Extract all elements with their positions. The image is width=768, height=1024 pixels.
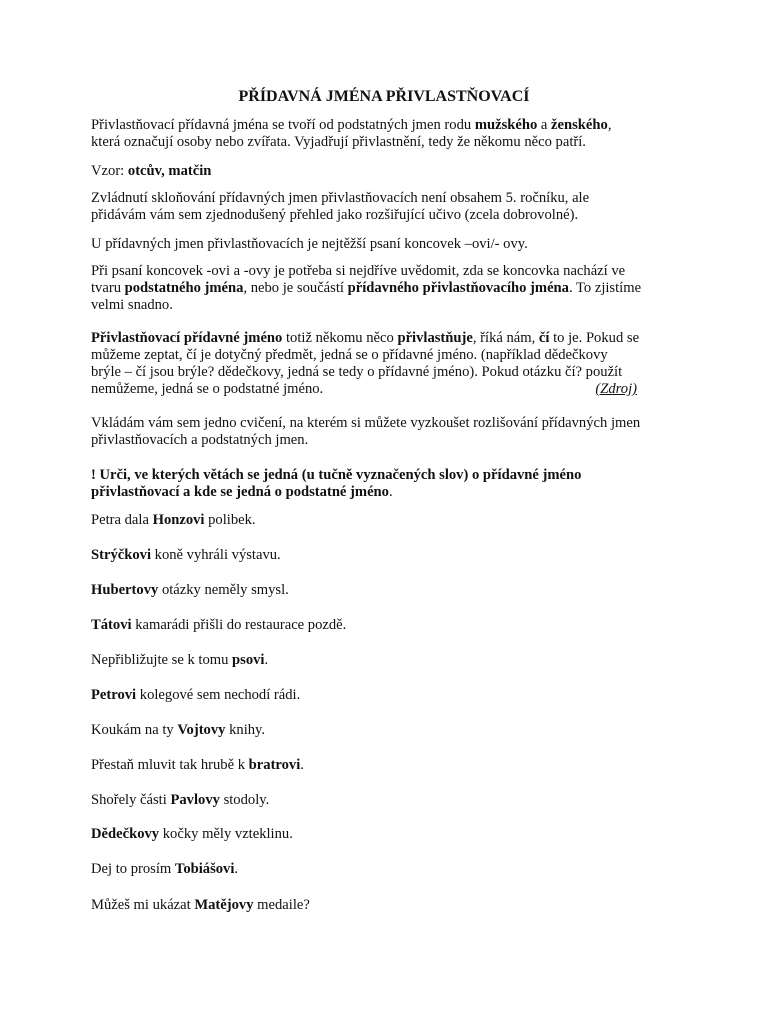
sentence-bold-word: Hubertovy bbox=[91, 582, 159, 598]
intro-text-line2: která označují osoby nebo zvířata. Vyjadřují přivlastnění, tedy že někomu něco patří. bbox=[91, 134, 586, 150]
sentence-item bbox=[91, 512, 691, 529]
scope-line-1: Zvládnutí skloňování přídavných jmen přivlastňovacích není obsahem 5. ročníku, ale bbox=[91, 190, 590, 206]
sentence-text: kolegové sem nechodí rádi. bbox=[136, 687, 301, 703]
sentence-bold-word: Tobiášovi bbox=[174, 861, 235, 877]
vzor-label: Vzor: bbox=[91, 163, 128, 179]
page-title: PŘÍDAVNÁ JMÉNA PŘIVLASTŇOVACÍ bbox=[238, 88, 530, 105]
explanation-paragraph bbox=[91, 330, 691, 398]
sentence-item bbox=[91, 861, 691, 878]
rule-text: , nebo je součástí bbox=[243, 280, 348, 296]
sentence-item bbox=[91, 792, 691, 809]
sentence-text: otázky neměly smysl. bbox=[158, 582, 289, 598]
sentence-text: Můžeš mi ukázat bbox=[91, 897, 195, 913]
intro-bold-feminine: ženského bbox=[551, 117, 608, 133]
sentence-bold-word: Tátovi bbox=[91, 617, 132, 633]
sentence-item bbox=[91, 617, 691, 634]
sentence-bold-word: Vojtovy bbox=[177, 722, 226, 738]
sentence-bold-word: Dědečkovy bbox=[91, 826, 160, 842]
task-paragraph bbox=[91, 467, 691, 501]
sentence-text: koně vyhráli výstavu. bbox=[151, 547, 281, 563]
task-line-1: ! Urči, ve kterých větách se jedná (u tučně vyznačených slov) o přídavné jméno bbox=[91, 467, 582, 483]
sentence-item bbox=[91, 757, 691, 774]
task-period: . bbox=[388, 484, 393, 500]
rule-line-3: velmi snadno. bbox=[91, 297, 173, 313]
sentence-item bbox=[91, 687, 691, 704]
rule-bold-noun: podstatného jména bbox=[124, 280, 244, 296]
explanation-bold-term: Přivlastňovací přídavné jméno bbox=[91, 330, 283, 346]
exercise-intro-paragraph bbox=[91, 415, 691, 449]
rule-line-1: Při psaní koncovek -ovi a -ovy je potřeba si nejdříve uvědomit, zda se koncovka nachází ve bbox=[91, 263, 626, 279]
explanation-text: totiž někomu něco bbox=[282, 330, 398, 346]
sentence-item bbox=[91, 547, 691, 564]
sentence-text: . bbox=[264, 652, 269, 668]
intro-text: Přivlastňovací přídavná jména se tvoří od podstatných jmen rodu bbox=[91, 117, 475, 133]
explanation-text: , říká nám, bbox=[472, 330, 539, 346]
sentence-text: Dej to prosím bbox=[91, 861, 175, 877]
scope-paragraph bbox=[91, 190, 691, 224]
sentence-text: Petra dala bbox=[91, 512, 153, 528]
sentence-text: . bbox=[234, 861, 239, 877]
rule-text: . To zjistíme bbox=[568, 280, 642, 296]
sentence-text: Shořely části bbox=[91, 792, 171, 808]
scope-line-2: přidávám vám sem zjednodušený přehled jako rozšiřující učivo (zcela dobrovolné). bbox=[91, 207, 579, 223]
explanation-line-4: nemůžeme, jedná se o podstatné jméno. bbox=[91, 381, 324, 397]
sentence-item bbox=[91, 826, 691, 843]
explanation-bold-ci: čí bbox=[538, 330, 550, 346]
rule-text: tvaru bbox=[91, 280, 125, 296]
task-line-2: přivlastňovací a kde se jedná o podstatné jméno bbox=[91, 484, 389, 500]
sentence-item bbox=[91, 897, 691, 914]
sentence-item bbox=[91, 582, 691, 599]
sentence-bold-word: Pavlovy bbox=[170, 792, 220, 808]
vzor-paragraph bbox=[91, 163, 691, 180]
sentence-text: medaile? bbox=[253, 897, 310, 913]
rule-bold-adjective: přídavného přivlastňovacího jména bbox=[347, 280, 569, 296]
endings-paragraph: U přídavných jmen přivlastňovacích je nejtěžší psaní koncovek –ovi/- ovy. bbox=[91, 236, 528, 252]
intro-bold-masculine: mužského bbox=[474, 117, 538, 133]
rule-paragraph bbox=[91, 263, 691, 314]
sentence-item bbox=[91, 652, 691, 669]
sentence-bold-word: psovi bbox=[232, 652, 265, 668]
explanation-bold-verb: přivlastňuje bbox=[397, 330, 473, 346]
intro-text: , bbox=[607, 117, 612, 133]
sentence-text: Nepřibližujte se k tomu bbox=[91, 652, 233, 668]
sentence-text: knihy. bbox=[225, 722, 266, 738]
sentence-bold-word: Honzovi bbox=[152, 512, 205, 528]
explanation-line-4-wrap bbox=[91, 381, 637, 398]
intro-text: a bbox=[537, 117, 552, 133]
sentence-text: kočky měly vzteklinu. bbox=[159, 826, 293, 842]
sentence-text: stodoly. bbox=[219, 792, 270, 808]
exercise-intro-line-2: přivlastňovacích a podstatných jmen. bbox=[91, 432, 309, 448]
sentence-text: Přestaň mluvit tak hrubě k bbox=[91, 757, 249, 773]
sentence-text: . bbox=[300, 757, 304, 773]
sentence-text: kamarádi přišli do restaurace pozdě. bbox=[131, 617, 347, 633]
intro-paragraph bbox=[91, 117, 691, 151]
sentence-bold-word: bratrovi bbox=[248, 757, 301, 773]
exercise-intro-line-1: Vkládám vám sem jedno cvičení, na kterém si můžete vyzkoušet rozlišování přídavných jmen bbox=[91, 415, 641, 431]
sentence-item bbox=[91, 722, 691, 739]
sentence-text: Koukám na ty bbox=[91, 722, 178, 738]
explanation-line-3: brýle – čí jsou brýle? dědečkovy, jedná se tedy o přídavné jméno). Pokud otázku čí? použít bbox=[91, 364, 623, 380]
sentence-bold-word: Strýčkovi bbox=[91, 547, 151, 563]
vzor-examples: otcův, matčin bbox=[127, 163, 212, 179]
source-link[interactable]: (Zdroj) bbox=[595, 381, 637, 397]
sentence-text: polibek. bbox=[204, 512, 256, 528]
sentence-bold-word: Petrovi bbox=[91, 687, 137, 703]
sentence-bold-word: Matějovy bbox=[194, 897, 254, 913]
explanation-line-2: můžeme zeptat, čí je dotyčný předmět, jedná se o přídavné jméno. (například dědečkovy bbox=[91, 347, 608, 363]
explanation-text: to je. Pokud se bbox=[549, 330, 640, 346]
